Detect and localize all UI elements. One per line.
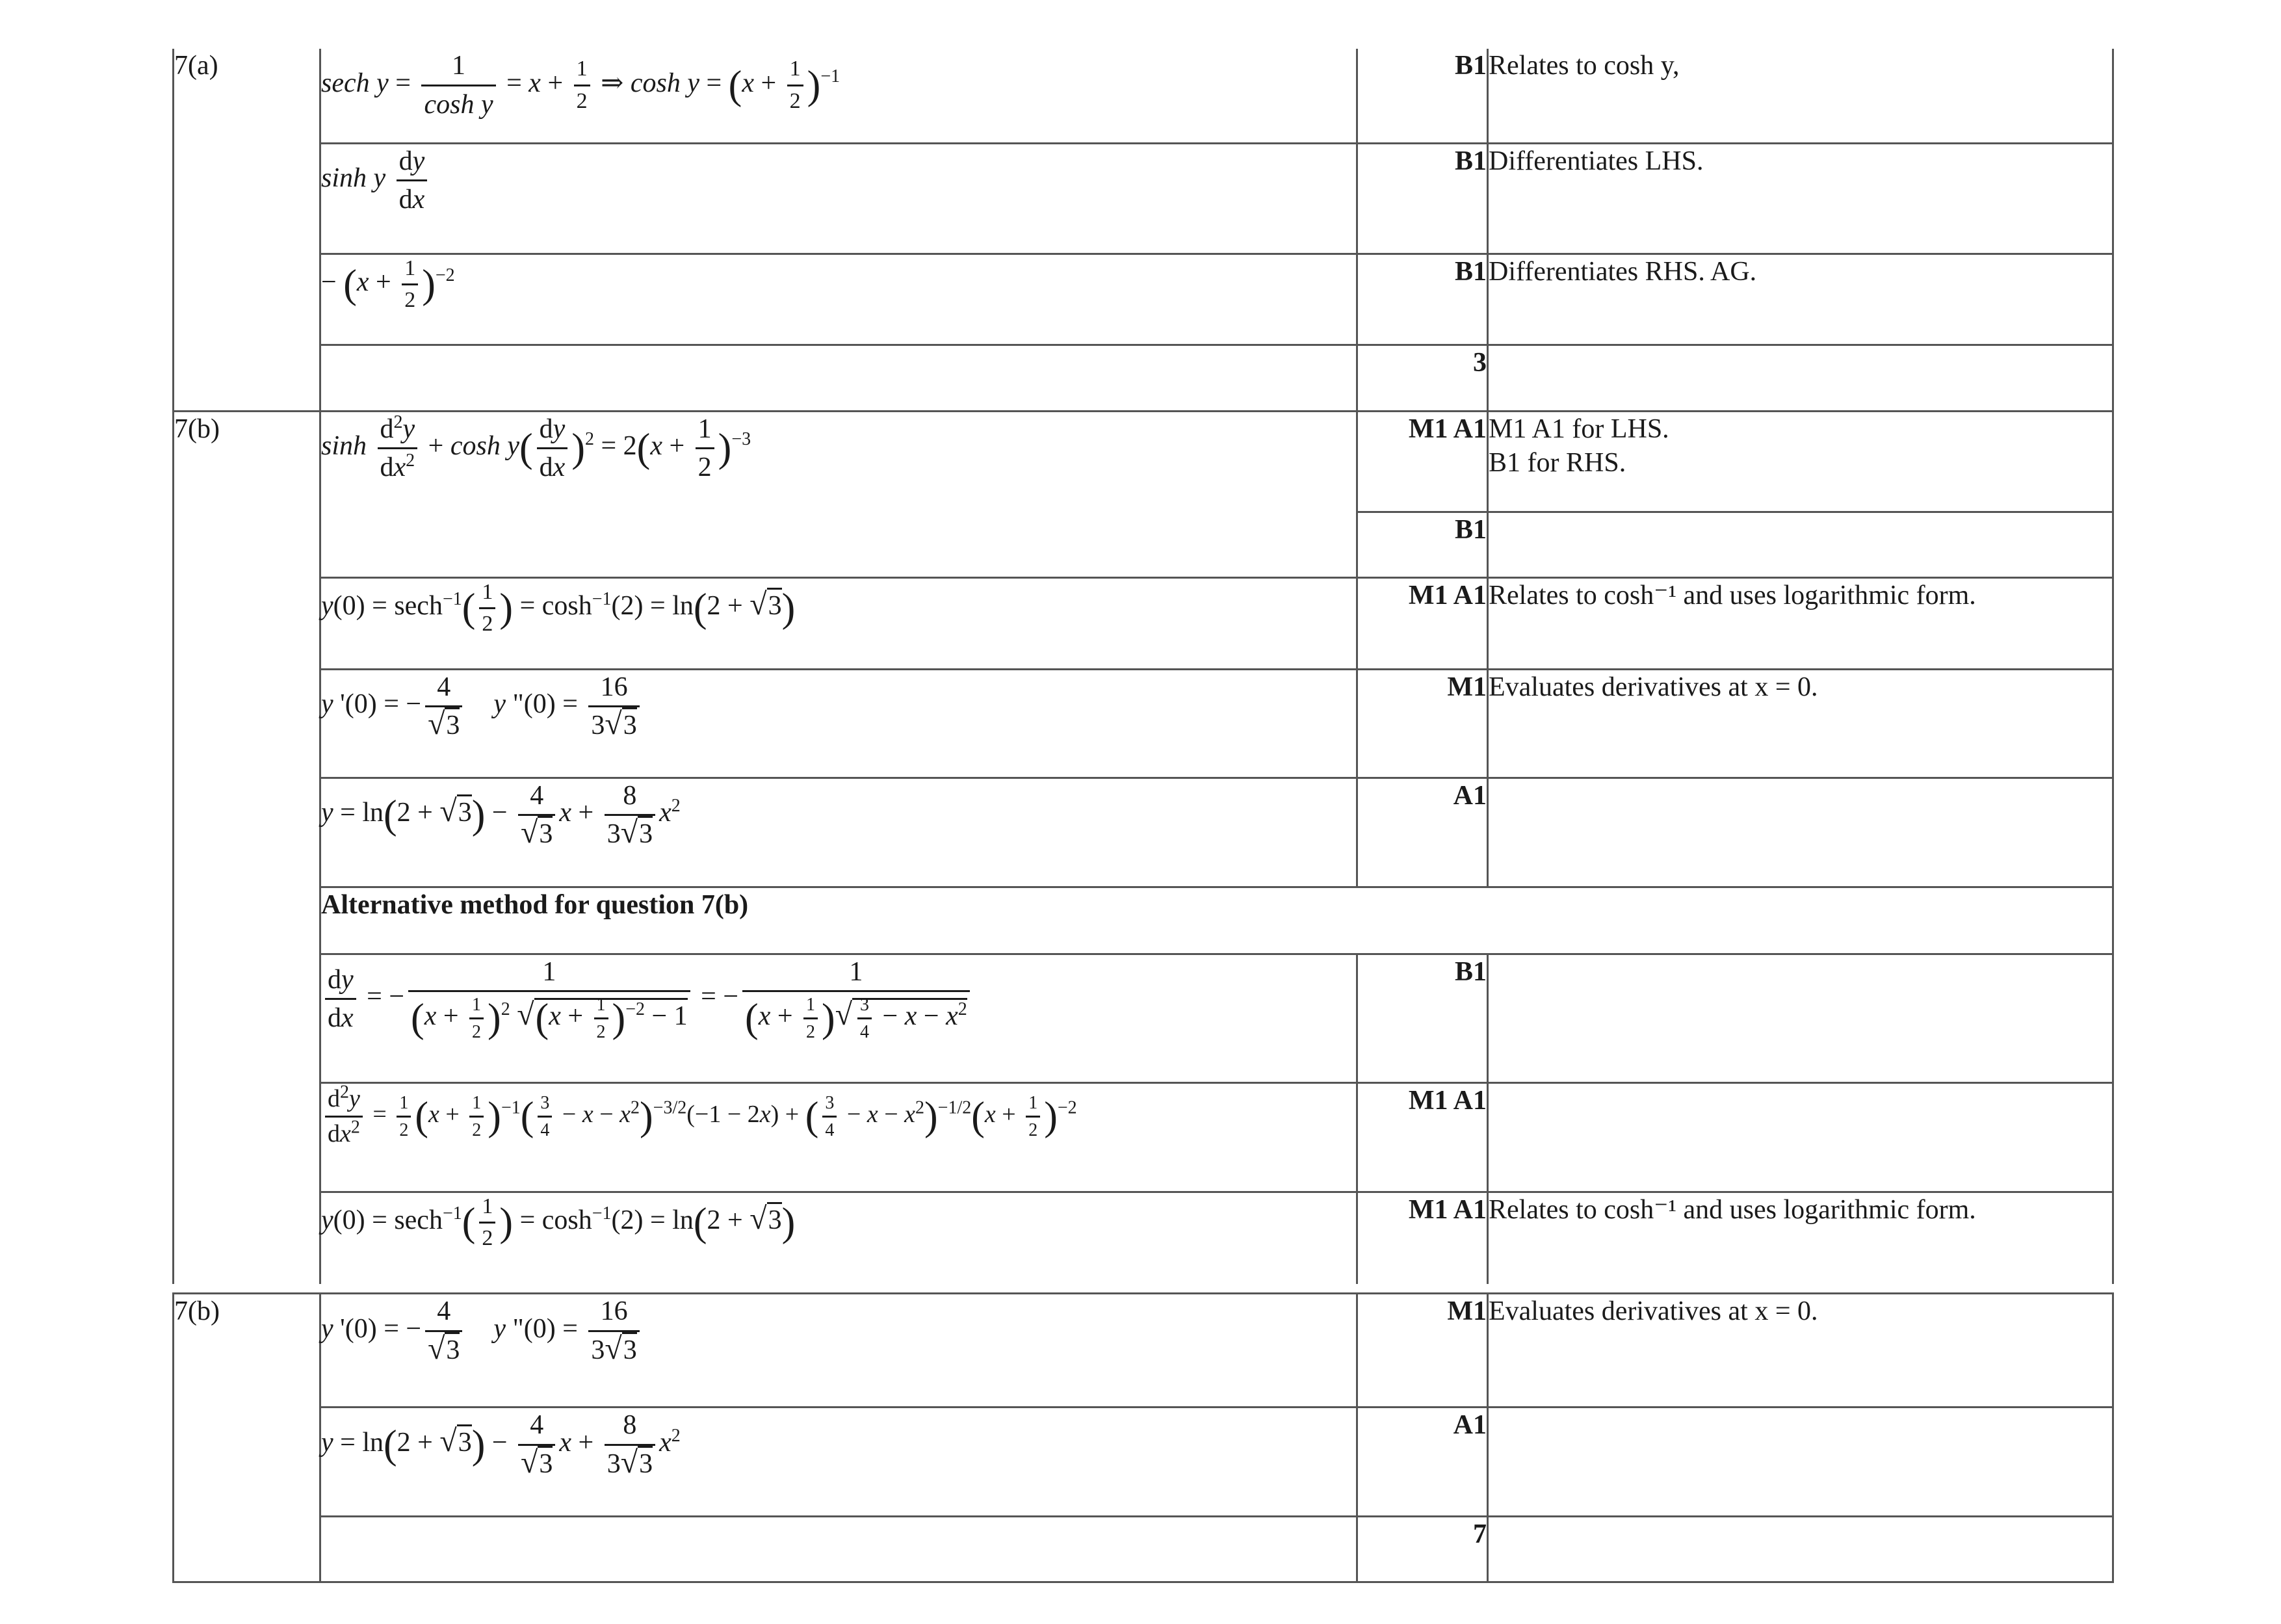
step-maclaurin-series: y = ln(2 + √3) − $\frac{4}{√3}$ x + $\frac{8}{3√3}$ $x^2$ bbox=[320, 1408, 1357, 1517]
empty-cell bbox=[1488, 954, 2113, 1082]
mark-cell: B1 bbox=[1357, 954, 1488, 1082]
mark-cell: M1 bbox=[1357, 1294, 1488, 1408]
mark-cell: M1 bbox=[1357, 669, 1488, 778]
mark-cell: M1 A1 bbox=[1357, 1082, 1488, 1192]
empty-cell bbox=[1488, 1082, 2113, 1192]
mark-cell: B1 bbox=[1357, 512, 1488, 577]
empty-cell bbox=[320, 345, 1357, 411]
mark-cell: M1 A1 bbox=[1357, 577, 1488, 669]
comment-cell: Relates to cosh y, bbox=[1488, 49, 2113, 143]
mark-scheme-table-continued bbox=[172, 1292, 2114, 1583]
question-number-7b: 7(b) bbox=[174, 411, 320, 1284]
question-number-7a: 7(a) bbox=[174, 49, 320, 411]
mark-cell: B1 bbox=[1357, 254, 1488, 345]
mark-cell: A1 bbox=[1357, 1408, 1488, 1517]
mark-cell: M1 A1 bbox=[1357, 411, 1488, 512]
comment-cell: Differentiates LHS. bbox=[1488, 143, 2113, 254]
question-number-7b-continued: 7(b) bbox=[174, 1294, 320, 1582]
total-mark-7: 7 bbox=[1357, 1517, 1488, 1582]
step-sech-relation: sech y = $\frac{1}{\text{cosh y}}$ = x + $\frac{1}{2}$ ⇒ cosh y = (x + $\frac{1}{2}$ )$^{-1}$ bbox=[320, 49, 1357, 143]
step-differentiate-lhs: sinh y $\frac{dy}{dx}$ bbox=[320, 143, 1357, 254]
empty-cell bbox=[1488, 1408, 2113, 1517]
empty-cell bbox=[1488, 778, 2113, 887]
empty-cell bbox=[1488, 345, 2113, 411]
empty-cell bbox=[1488, 512, 2113, 577]
step-maclaurin-series: y = ln(2 + √3) − $\frac{4}{√3}$ x + $\frac{8}{3√3}$ $x^2$ bbox=[320, 778, 1357, 887]
comment-line: M1 A1 for LHS. bbox=[1489, 413, 1669, 444]
empty-cell bbox=[320, 1517, 1357, 1582]
comment-cell: Relates to cosh⁻¹ and uses logarithmic form. bbox=[1488, 1192, 2113, 1284]
comment-cell: Evaluates derivatives at x = 0. bbox=[1488, 1294, 2113, 1408]
empty-cell bbox=[1488, 1517, 2113, 1582]
comment-cell bbox=[1488, 411, 2113, 512]
comment-cell: Differentiates RHS. AG. bbox=[1488, 254, 2113, 345]
step-derivatives-at-zero: y '(0) = − $\frac{4}{√3}$ y "(0) = $\frac{16}{3√3}$ bbox=[320, 1294, 1357, 1408]
mark-scheme-table bbox=[172, 49, 2114, 1284]
mark-cell: B1 bbox=[1357, 49, 1488, 143]
step-second-derivative: sinh $\frac{d^2y}{dx^2}$ + cosh y( $\frac{dy}{dx}$ )$^2$ = 2(x + $\frac{1}{2}$ )$^{-3}$ bbox=[320, 411, 1357, 577]
mark-cell: B1 bbox=[1357, 143, 1488, 254]
step-alt-second-derivative: $\frac{d^2y}{dx^2}$ = $\frac{1}{2}$ (x + $\frac{1}{2}$ )$^{-1}$( $\frac{3}{4}$ − $x - x^2)^{-3/2}(-1 - 2x)$ + ( $\frac{3}{4}$ − $x - x^2)^{-1/2}(x$ + $\frac{1}{2}$ )$^{-2}$ bbox=[320, 1082, 1357, 1192]
step-alt-first-derivative: $\frac{dy}{dx}$ = − 1 (x + $\frac{1}{2}$ )$^2$ √(x + $\frac{1}{2}$ )$^{-2}$ − 1 = − 1 (x + $\frac{1}{2}$ )√ $\frac{3}{4}$ − $x - x^2$ bbox=[320, 954, 1357, 1082]
total-mark-7a: 3 bbox=[1357, 345, 1488, 411]
step-differentiate-rhs: − (x + $\frac{1}{2}$ )$^{-2}$ bbox=[320, 254, 1357, 345]
step-y-at-zero: y(0) = sech$^{-1}$( $\frac{1}{2}$ ) = $\cosh^{-1}(2) = \ln(2 + √3)$ bbox=[320, 577, 1357, 669]
mark-cell: M1 A1 bbox=[1357, 1192, 1488, 1284]
comment-cell: Relates to cosh⁻¹ and uses logarithmic form. bbox=[1488, 577, 2113, 669]
comment-cell: Evaluates derivatives at x = 0. bbox=[1488, 669, 2113, 778]
mark-cell: A1 bbox=[1357, 778, 1488, 887]
comment-line: B1 for RHS. bbox=[1489, 448, 1626, 478]
step-alt-y-at-zero: y(0) = sech$^{-1}$( $\frac{1}{2}$ ) = $\cosh^{-1}(2) = \ln(2 + √3)$ bbox=[320, 1192, 1357, 1284]
step-derivatives-at-zero: y '(0) = − $\frac{4}{√3}$ y "(0) = $\frac{16}{3√3}$ bbox=[320, 669, 1357, 778]
alternative-method-heading: Alternative method for question 7(b) bbox=[320, 887, 2113, 954]
